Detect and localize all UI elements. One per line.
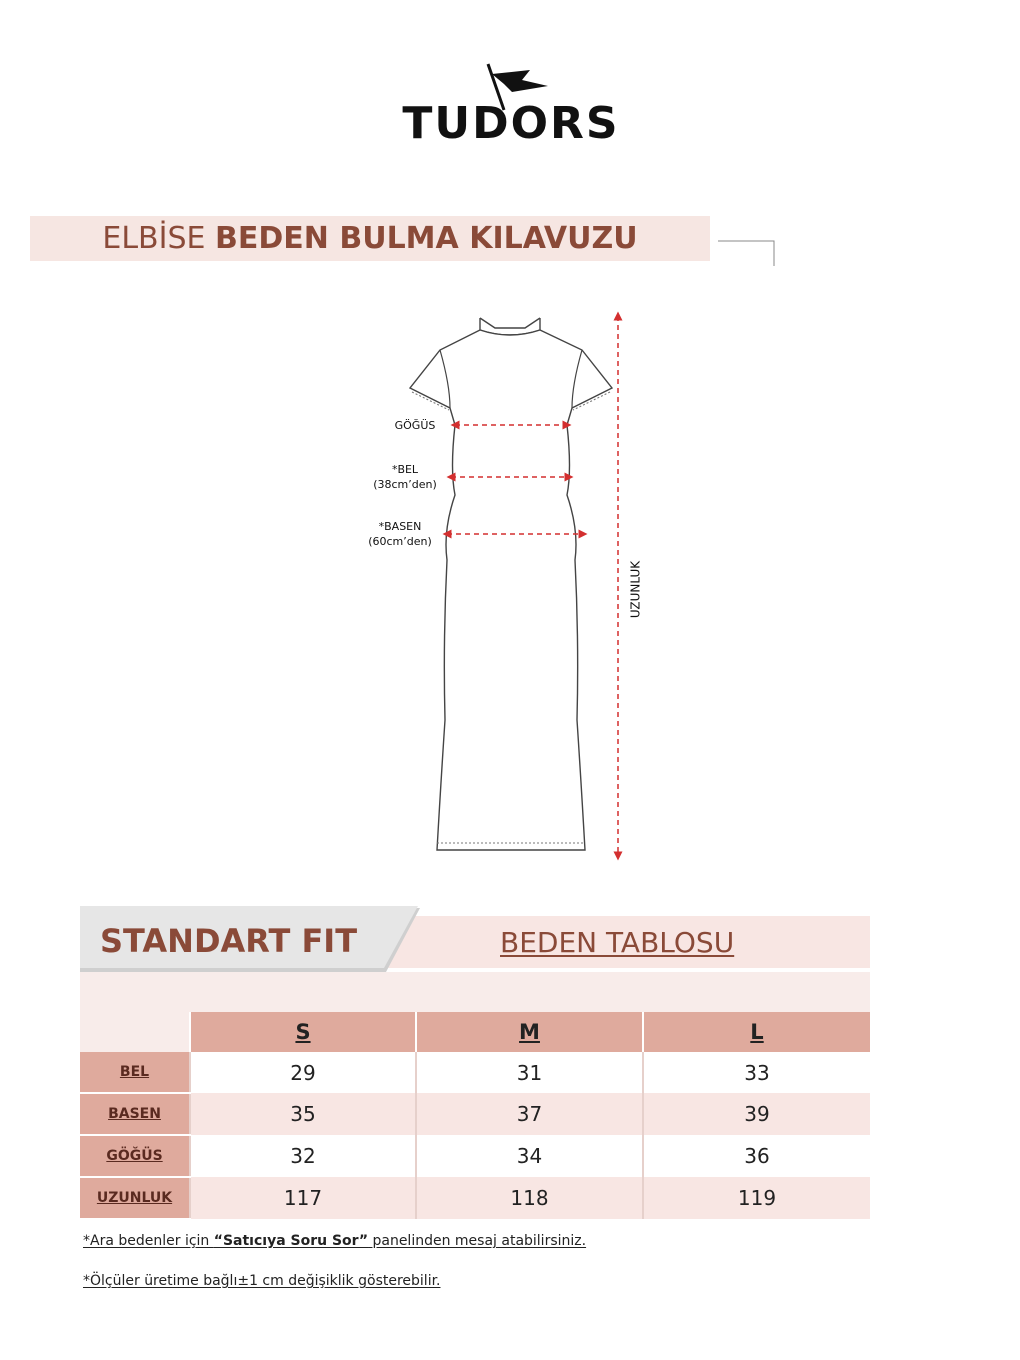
table-cell: 33	[643, 1052, 870, 1093]
waist-label-line2: (38cm’den)	[373, 478, 437, 491]
waist-label	[365, 462, 445, 492]
hip-label	[360, 519, 440, 549]
row-label: UZUNLUK	[80, 1177, 190, 1219]
table-cell: 31	[416, 1052, 643, 1093]
table-cell: 36	[643, 1135, 870, 1177]
table-title: BEDEN TABLOSU	[500, 926, 735, 959]
table-row	[80, 1052, 870, 1093]
table-cell: 119	[643, 1177, 870, 1219]
table-header-row	[80, 1012, 870, 1052]
column-header-l: L	[643, 1012, 870, 1052]
row-label: GÖĞÜS	[80, 1135, 190, 1177]
chest-label: GÖĞÜS	[394, 419, 436, 432]
brand-logo	[398, 62, 624, 158]
table-cell: 32	[190, 1135, 416, 1177]
row-label: BASEN	[80, 1093, 190, 1135]
page-title	[30, 216, 710, 261]
size-table	[80, 972, 870, 1220]
table-row	[80, 1093, 870, 1135]
waist-label-line1: *BEL	[391, 463, 419, 476]
title-bold: BEDEN BULMA KILAVUZU	[215, 221, 638, 256]
corner-decoration	[718, 238, 778, 268]
column-header-s: S	[190, 1012, 416, 1052]
table-cell: 34	[416, 1135, 643, 1177]
table-cell: 37	[416, 1093, 643, 1135]
table-cell: 29	[190, 1052, 416, 1093]
note-intermediate-sizes	[83, 1233, 586, 1249]
table-corner-cell	[80, 1012, 190, 1052]
table-cell: 35	[190, 1093, 416, 1135]
table-row	[80, 1177, 870, 1219]
dress-diagram	[355, 300, 675, 870]
fit-band	[80, 906, 870, 972]
table-top-strip	[80, 972, 870, 1012]
table-cell: 118	[416, 1177, 643, 1219]
table-cell: 39	[643, 1093, 870, 1135]
length-label: UZUNLUK	[628, 560, 643, 619]
column-header-m: M	[416, 1012, 643, 1052]
title-band	[30, 216, 710, 261]
table-cell: 117	[190, 1177, 416, 1219]
title-light: ELBİSE	[102, 221, 206, 256]
row-label: BEL	[80, 1052, 190, 1093]
note1-bold: “Satıcıya Soru Sor”	[213, 1233, 369, 1249]
note1-post: panelinden mesaj atabilirsiniz.	[368, 1233, 587, 1249]
dress-illustration	[355, 300, 675, 870]
note-tolerance: *Ölçüler üretime bağlı±1 cm değişiklik gösterebilir.	[83, 1273, 441, 1289]
fit-label: STANDART FIT	[100, 922, 358, 960]
brand-logo-text: TUDORS	[402, 98, 620, 149]
note1-pre: *Ara bedenler için	[83, 1233, 214, 1249]
hip-label-line1: *BASEN	[378, 520, 422, 533]
table-row	[80, 1135, 870, 1177]
hip-label-line2: (60cm’den)	[368, 535, 432, 548]
